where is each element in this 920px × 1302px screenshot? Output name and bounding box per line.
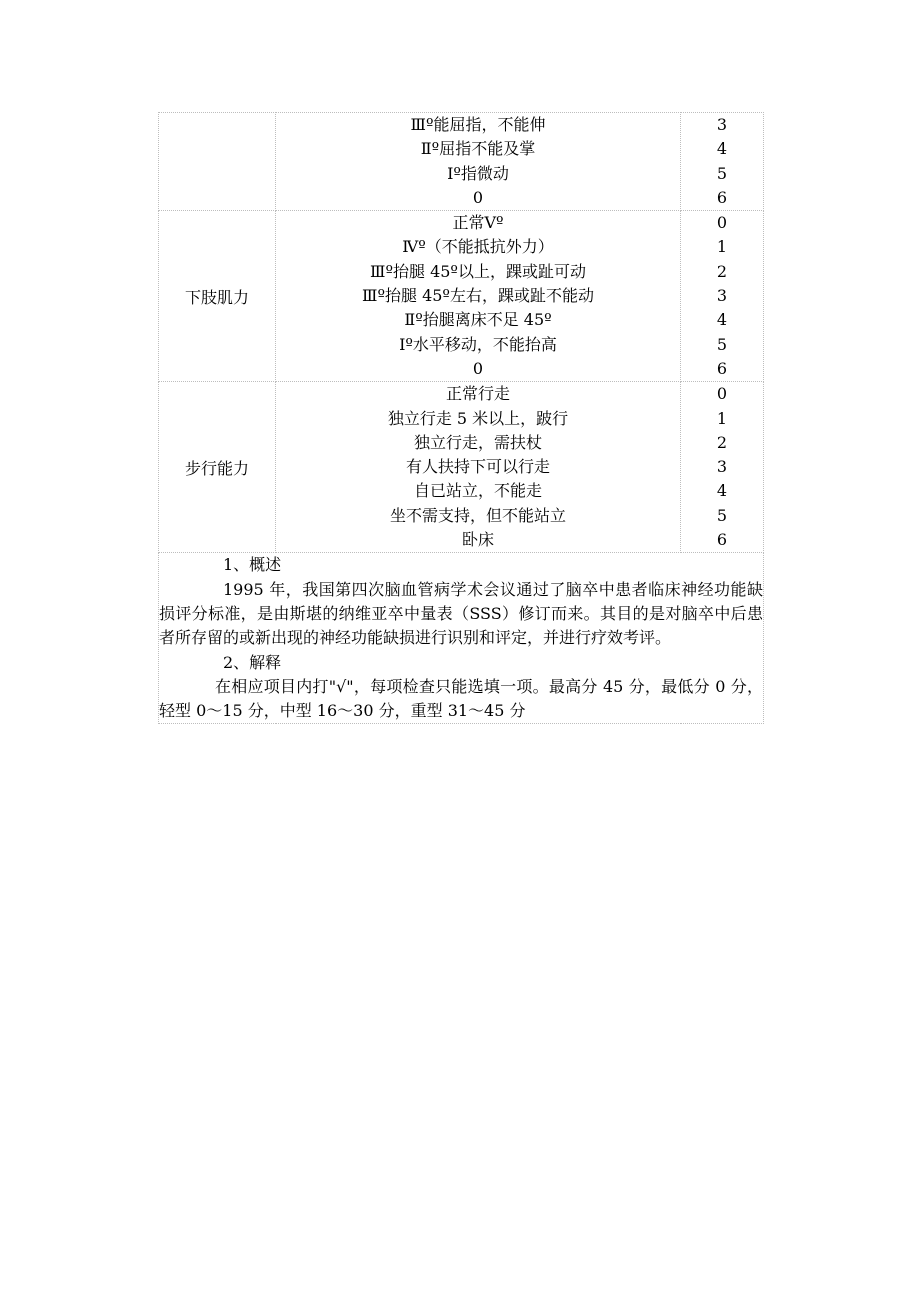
score-value: 3 bbox=[716, 286, 728, 306]
score-value: 5 bbox=[716, 163, 728, 183]
paragraph-explanation: 在相应项目内打"√"，每项检查只能选填一项。最高分 45 分，最低分 0 分，轻型 0～15 分，中型 16～30 分，重型 31～45 分 bbox=[159, 676, 763, 721]
description-line: Ⅲº能屈指，不能伸 bbox=[410, 115, 546, 134]
description-line: 有人扶持下可以行走 bbox=[405, 457, 550, 477]
description-line: 0 bbox=[472, 358, 484, 378]
paragraph-overview: 1995 年，我国第四次脑血管病学术会议通过了脑卒中患者临床神经功能缺损评分标准，是由斯堪的纳维亚卒中量表（SSS）修订而来。其目的是对脑卒中后患者所存留的或新出现的神经功能缺损进行识别和评定，并进行疗效考评。 bbox=[159, 579, 763, 648]
score-value: 4 bbox=[716, 139, 728, 159]
score-value: 1 bbox=[716, 237, 728, 257]
score-value: 6 bbox=[716, 358, 728, 378]
description-line: 独立行走，需扶杖 bbox=[413, 432, 542, 452]
description-cell bbox=[276, 113, 681, 211]
score-value: 3 bbox=[716, 457, 728, 477]
description-line: Ⅲº抬腿 45º左右，踝或趾不能动 bbox=[362, 286, 594, 306]
category-cell: 步行能力 bbox=[159, 382, 276, 553]
description-line: 0 bbox=[472, 187, 484, 207]
score-value: 2 bbox=[716, 432, 728, 452]
description-line: Ⅰº水平移动，不能抬高 bbox=[399, 334, 557, 354]
score-value: 4 bbox=[716, 481, 728, 501]
description-line: Ⅳº（不能抵抗外力） bbox=[402, 237, 554, 257]
section-row bbox=[159, 113, 764, 211]
score-value: 2 bbox=[716, 261, 728, 281]
score-value: 5 bbox=[716, 505, 728, 525]
description-line: 正常行走 bbox=[445, 384, 510, 404]
score-value: 6 bbox=[716, 187, 728, 207]
category-cell: 下肢肌力 bbox=[159, 211, 276, 382]
description-line: Ⅰº指微动 bbox=[447, 163, 509, 183]
description-line: Ⅲº抬腿 45º以上，踝或趾可动 bbox=[370, 261, 586, 281]
heading-overview: 1、概述 bbox=[223, 555, 282, 575]
description-line: Ⅱº屈指不能及掌 bbox=[420, 139, 536, 159]
score-value: 0 bbox=[716, 384, 728, 404]
notes-row bbox=[159, 553, 764, 724]
description-cell bbox=[276, 382, 681, 553]
description-line: 卧床 bbox=[461, 530, 494, 550]
score-cell bbox=[681, 113, 764, 211]
description-line: 正常Ⅴº bbox=[452, 213, 504, 233]
section-row bbox=[159, 211, 764, 382]
assessment-table bbox=[158, 112, 764, 724]
score-value: 1 bbox=[716, 408, 728, 428]
score-value: 4 bbox=[716, 310, 728, 330]
score-value: 5 bbox=[716, 334, 728, 354]
score-value: 6 bbox=[716, 530, 728, 550]
score-value: 0 bbox=[716, 213, 728, 233]
score-cell bbox=[681, 211, 764, 382]
description-cell bbox=[276, 211, 681, 382]
section-row bbox=[159, 382, 764, 553]
description-line: 独立行走 5 米以上，跛行 bbox=[387, 408, 569, 428]
heading-explanation: 2、解释 bbox=[223, 652, 282, 672]
description-line: 自已站立，不能走 bbox=[413, 481, 542, 501]
description-line: 坐不需支持，但不能站立 bbox=[389, 505, 566, 525]
notes-cell bbox=[159, 553, 764, 724]
category-cell bbox=[159, 113, 276, 211]
description-line: Ⅱº抬腿离床不足 45º bbox=[404, 310, 552, 330]
score-cell bbox=[681, 382, 764, 553]
score-value: 3 bbox=[716, 115, 728, 134]
